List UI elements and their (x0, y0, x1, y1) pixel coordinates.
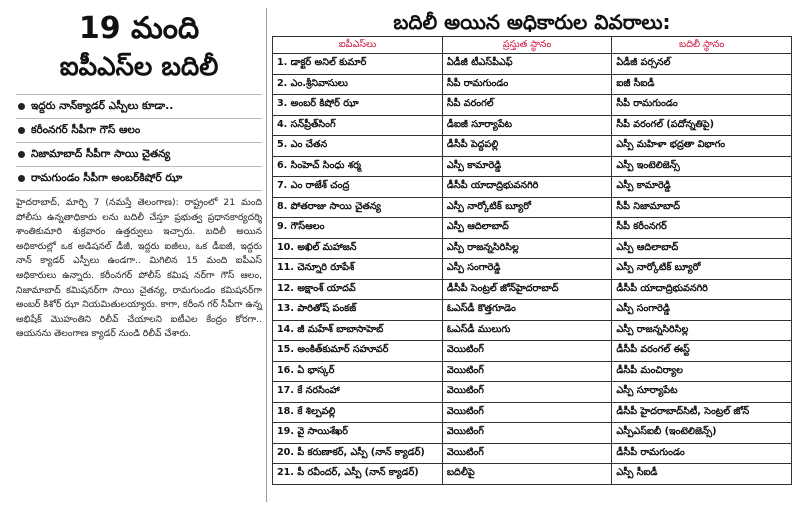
table-row (273, 177, 792, 198)
bullet-item (16, 119, 262, 143)
cell-officer: 19. వై సాయిశేఖర్ (273, 423, 443, 444)
table-row (273, 54, 792, 75)
cell-officer: 11. చెన్నూరి రూపేశ్ (273, 259, 443, 280)
cell-officer: 14. జీ మహేశ్ బాబాసాహెబ్ (273, 320, 443, 341)
headline-line-2: ఐపీఎస్‌ల బదిలీ (59, 52, 219, 82)
cell-current-post: ఓఎస్‌డీ కొత్తగూడెం (442, 300, 612, 321)
table-row (273, 464, 792, 485)
cell-officer: 3. అంబర్ కిషోర్ ఝా (273, 95, 443, 116)
table-row (273, 320, 792, 341)
cell-officer: 12. అక్షాంశ్ యాదవ్ (273, 279, 443, 300)
cell-officer: 2. ఎం.శ్రీనివాసులు (273, 74, 443, 95)
cell-new-post: ఎస్పీ నార్కోటిక్ బ్యూరో (612, 259, 792, 280)
bullet-text: కరీంనగర్ సీపీగా గౌస్ ఆలం (31, 124, 141, 136)
bullet-dot-icon (18, 127, 25, 134)
cell-current-post: ఎస్పీ కామారెడ్డి (442, 156, 612, 177)
cell-new-post: సీపీ రామగుండం (612, 95, 792, 116)
cell-new-post: ఎస్పీ సంగారెడ్డి (612, 300, 792, 321)
cell-new-post: ఎస్పీ రాజన్నసిరిసిల్ల (612, 320, 792, 341)
cell-current-post: సీపీ వరంగల్ (442, 95, 612, 116)
cell-current-post: డీఐజీ సూర్యాపేట (442, 115, 612, 136)
cell-officer: 21. పీ రవీందర్, ఎస్పీ (నాన్ క్యాడర్) (273, 464, 443, 485)
table-row (273, 218, 792, 239)
cell-current-post: ఎస్పీ సంగారెడ్డి (442, 259, 612, 280)
cell-current-post: డీసీపీ పెద్దపల్లి (442, 136, 612, 157)
table-row (273, 300, 792, 321)
cell-officer: 4. సన్‌ప్రీత్‌సింగ్ (273, 115, 443, 136)
bullet-dot-icon (18, 175, 25, 182)
cell-new-post: డీసీపీ రామగుండం (612, 443, 792, 464)
cell-officer: 7. ఎం రాజేశ్ చంద్ర (273, 177, 443, 198)
cell-officer: 9. గౌస్‌ఆలం (273, 218, 443, 239)
bullet-item (16, 167, 262, 191)
cell-new-post: ఎస్పీ కామారెడ్డి (612, 177, 792, 198)
cell-current-post: ఏడీజీ టీఎస్‌పీఎఫ్ (442, 54, 612, 75)
cell-current-post: వెయిటింగ్ (442, 423, 612, 444)
table-row (273, 259, 792, 280)
cell-new-post: సీపీ నిజామాబాద్ (612, 197, 792, 218)
cell-new-post: ఎస్పీ సీఐడీ (612, 464, 792, 485)
cell-officer: 15. అంకిత్‌కుమార్ సహూవర్ (273, 341, 443, 362)
table-row (273, 197, 792, 218)
cell-new-post: డీసీపీ హైదరాబాద్‌సిటీ, సెంట్రల్ జోన్ (612, 402, 792, 423)
cell-officer: 20. పీ కరుణాకర్, ఎస్పీ (నాన్ క్యాడర్) (273, 443, 443, 464)
cell-officer: 13. పారితోష్ పంకజ్ (273, 300, 443, 321)
table-row (273, 423, 792, 444)
cell-new-post: ఎస్పీ ఆదిలాబాద్ (612, 238, 792, 259)
cell-current-post: బదిలీపై (442, 464, 612, 485)
cell-new-post: ఎస్పీ సూర్యాపేట (612, 382, 792, 403)
table-row (273, 95, 792, 116)
table-header-row (273, 37, 792, 54)
table-row (273, 361, 792, 382)
table-row (273, 238, 792, 259)
bullet-text: ఇద్దరు నాన్‌క్యాడర్ ఎస్పీలు కూడా.. (31, 100, 174, 112)
cell-current-post: వెయిటింగ్ (442, 361, 612, 382)
bullet-dot-icon (18, 151, 25, 158)
table-row (273, 74, 792, 95)
cell-officer: 10. అఖిల్ మహాజన్ (273, 238, 443, 259)
header-officer: ఐపీఎస్‌లు (273, 37, 443, 54)
cell-new-post: డీసీపీ మంచిర్యాల (612, 361, 792, 382)
table-row (273, 382, 792, 403)
table-row (273, 341, 792, 362)
cell-current-post: సీపీ రామగుండం (442, 74, 612, 95)
cell-officer: 16. ఏ భాస్కర్ (273, 361, 443, 382)
table-row (273, 443, 792, 464)
table-title: బదిలీ అయిన అధికారుల వివరాలు: (393, 10, 671, 34)
table-row (273, 156, 792, 177)
bullet-item (16, 95, 262, 119)
cell-officer: 18. కే శిల్పవల్లి (273, 402, 443, 423)
bullet-text: నిజామాబాద్ సీపీగా సాయి చైతన్య (31, 148, 171, 160)
cell-officer: 17. కే నరసింహా (273, 382, 443, 403)
bullet-text: రామగుండం సీపీగా అంబర్‌కిషోర్ ఝా (31, 172, 183, 184)
cell-current-post: ఓఎస్‌డీ ములుగు (442, 320, 612, 341)
column-divider (266, 8, 267, 502)
cell-new-post: ఎస్పీ మహిళా భద్రతా విభాగం (612, 136, 792, 157)
cell-current-post: ఎస్పీ ఆదిలాబాద్ (442, 218, 612, 239)
cell-new-post: ఎస్పీ ఇంటెలిజెన్స్ (612, 156, 792, 177)
cell-officer: 8. పోతరాజు సాయి చైతన్య (273, 197, 443, 218)
cell-officer: 5. ఎం చేతన (273, 136, 443, 157)
bullet-list (16, 94, 262, 191)
cell-current-post: ఎస్పీ రాజన్నసిరిసిల్ల (442, 238, 612, 259)
headline-line-1: 19 మంది (78, 11, 200, 46)
bullet-dot-icon (18, 103, 25, 110)
cell-current-post: వెయిటింగ్ (442, 341, 612, 362)
cell-new-post: డీసీపీ యాదాద్రిభువనగిరి (612, 279, 792, 300)
transfer-table-section (272, 8, 792, 485)
cell-current-post: వెయిటింగ్ (442, 443, 612, 464)
headline (16, 10, 262, 86)
cell-current-post: ఎస్పీ నార్కోటిక్ బ్యూరో (442, 197, 612, 218)
cell-new-post: డీసీపీ వరంగల్ ఈస్ట్ (612, 341, 792, 362)
bullet-item (16, 143, 262, 167)
cell-officer: 6. సింహెచ్ సింధు శర్మ (273, 156, 443, 177)
cell-new-post: సీపీ వరంగల్ (పదోన్నతిపై) (612, 115, 792, 136)
transfer-table (272, 36, 792, 485)
article-column (16, 10, 262, 500)
table-row (273, 279, 792, 300)
header-current-post: ప్రస్తుత స్థానం (442, 37, 612, 54)
cell-new-post: ఐజీ సీఐడీ (612, 74, 792, 95)
cell-new-post: ఏడీజీ పర్సనల్ (612, 54, 792, 75)
cell-current-post: వెయిటింగ్ (442, 402, 612, 423)
cell-new-post: ఎస్పీఎస్‌ఐబీ (ఇంటెలిజెన్స్) (612, 423, 792, 444)
cell-current-post: డీసీపీ యాదాద్రిభువనగిరి (442, 177, 612, 198)
cell-current-post: వెయిటింగ్ (442, 382, 612, 403)
table-row (273, 136, 792, 157)
cell-new-post: సీపీ కరీంనగర్ (612, 218, 792, 239)
article-body: హైదరాబాద్, మార్చి 7 (నమస్తే తెలంగాణ): రాష్ట్రంలో 21 మంది పోలీసు ఉన్నతాధికారు లను బదిలీ చేస్తూ ప్రభుత్వ ప్రధానకార్యదర్శి శాంతికుమారి శుక్రవారం ఉత్తర్వులు ఇచ్చారు. బదిలీ అయిన అధికారుల్లో ఒక అడిషనల్ డీజీ, ఇద్దరు ఐజీలు, ఒక డీఐజీ, ఇద్దరు నాన్ క్యాడర్ ఎస్పీలు ఉండగా.. మిగిలిన 15 మంది ఐపీఎస్ అధికారులు ఉన్నారు. కరీంనగర్ పోలీస్ కమిష నర్‌గా గౌస్ ఆలం, నిజామాబాద్ కమిషనర్‌గా సాయి చైతన్య, రామగుండం కమిషనర్‌గా అంబర్ కిశోర్ ఝా నియమితులయ్యారు. కాగా, కరీంన గర్ సీపీగా ఉన్న అభిషేక్ మొహంతిని రిలీవ్ చేయాలని ఐటీఎల కేంద్రం కోరగా.. ఆయనను తెలంగాణ క్యాడర్ నుండి రిలీవ్ చేశారు. (16, 197, 262, 340)
table-row (273, 115, 792, 136)
table-row (273, 402, 792, 423)
cell-current-post: డీసీపీ సెంట్రల్ జోన్‌హైదరాబాద్ (442, 279, 612, 300)
header-new-post: బదిలీ స్థానం (612, 37, 792, 54)
cell-officer: 1. డాక్టర్ అనిల్ కుమార్ (273, 54, 443, 75)
